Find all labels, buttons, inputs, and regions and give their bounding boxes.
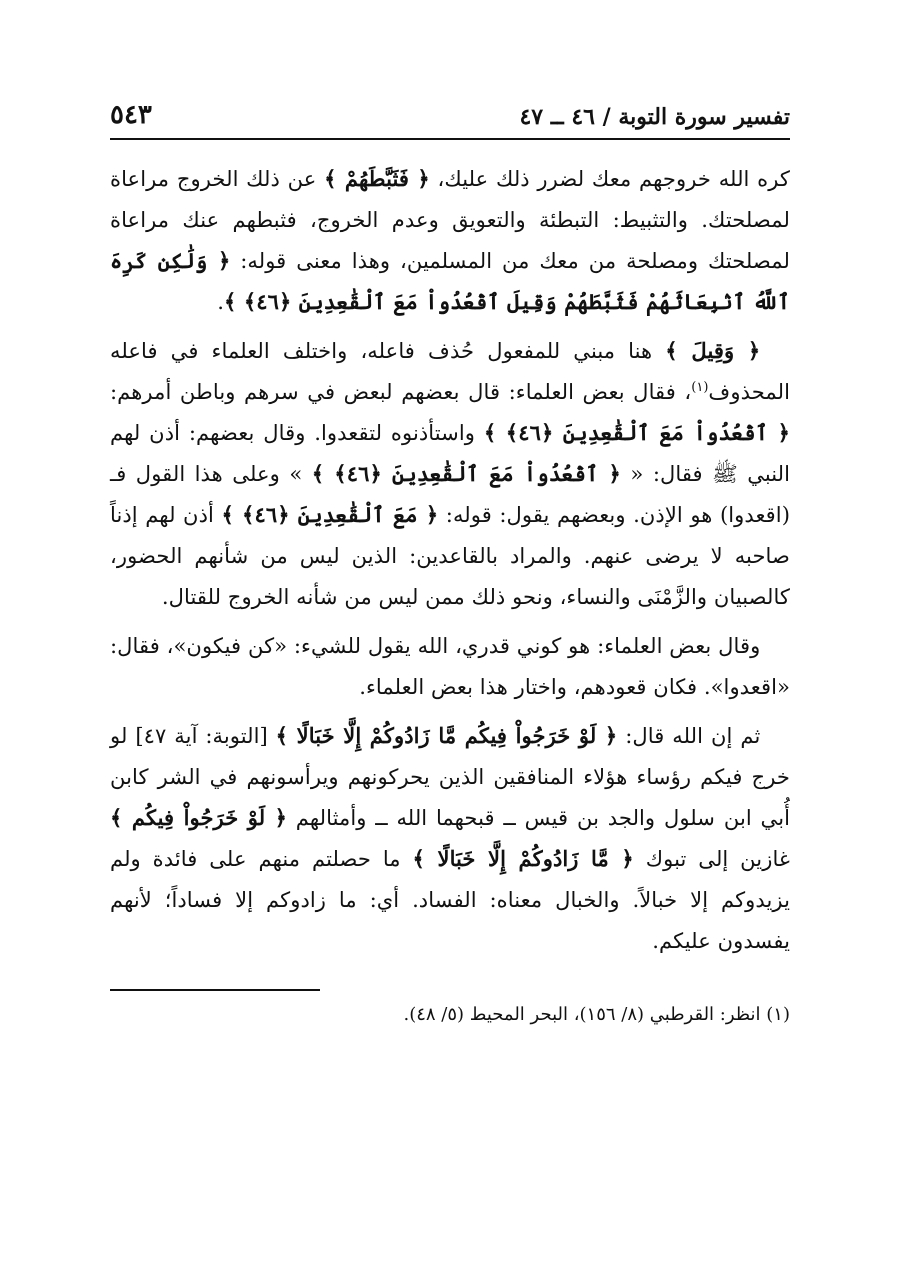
text-segment: وقال بعض العلماء: هو كوني قدري، الله يقول للشيء: «كن فيكون»، فقال: «اقعدوا». فكان قعودهم، واختار هذا بعض العلماء. <box>110 633 790 699</box>
quran-verse: ﴿ لَوْ خَرَجُواْ فِيكُم ﴾ <box>110 805 288 830</box>
main-text <box>110 158 790 961</box>
page-number: ٥٤٣ <box>110 100 152 130</box>
running-title: تفسير سورة التوبة / ٤٦ ــ ٤٧ <box>519 104 790 130</box>
text-segment: أذن لهم إذناً صاحبه لا يرضى عنهم. والمراد بالقاعدين: الذين ليس من شأنهم الحضور، كالصبيان والزَّمْنَى والنساء، ونحو ذلك ممن ليس من شأنه الخروج للقتال. <box>110 502 790 609</box>
quran-verse: ﴿ وَقِيلَ ﴾ <box>665 338 761 363</box>
quran-verse: ﴿ مَعَ ٱلْقَٰعِدِينَ ﴿٤٦﴾ ﴾ <box>221 502 439 527</box>
paragraph <box>110 715 790 961</box>
text-segment: » وعلى هذا القول فـ (اقعدوا) هو الإذن. وبعضهم يقول: قوله: <box>110 461 790 527</box>
footnote-separator <box>110 989 320 991</box>
footnote: (١) انظر: القرطبي (٨/ ١٥٦)، البحر المحيط (٥/ ٤٨). <box>403 1004 790 1025</box>
quran-verse: ﴿ لَوْ خَرَجُواْ فِيكُم مَّا زَادُوكُمْ إِلَّا خَبَالًا ﴾ <box>275 723 618 748</box>
quran-verse: ﴿ وَلَٰكِن كَرِهَ ٱللَّهُ ٱنۢبِعَاثَهُمْ فَثَبَّطَهُمْ وَقِيلَ ٱقْعُدُواْ مَعَ ٱلْقَٰعِدِينَ ﴿٤٦﴾ ﴾ <box>110 248 790 314</box>
text-segment: عن ذلك الخروج مراعاة لمصلحتك. والتثبيط: التبطئة والتعويق وعدم الخروج، فثبطهم عنك مراعاة لمصلحتك ومصلحة من معك من المسلمين، وهذا معنى قوله: <box>110 166 790 273</box>
text-segment: ما حصلتم منهم على فائدة ولم يزيدوكم إلا خبالاً. والخبال معناه: الفساد. أي: ما زادوكم إلا فساداً؛ لأنهم يفسدون عليكم. <box>110 846 790 953</box>
text-segment: واستأذنوه لتقعدوا. وقال بعضهم: أذن لهم النبي ﷺ فقال: « <box>110 420 790 486</box>
text-segment: [التوبة: آية ٤٧] لو خرج فيكم رؤساء هؤلاء المنافقين الذين يحركونهم ويرأسونهم في الشر كابن أُبي ابن سلول والجد بن قيس ــ قبحهما الله ــ وأمثالهم <box>110 723 790 830</box>
text-segment: كره الله خروجهم معك لضرر ذلك عليك، <box>429 166 791 191</box>
paragraph <box>110 330 790 617</box>
quran-verse: ﴿ ٱقْعُدُواْ مَعَ ٱلْقَٰعِدِينَ ﴿٤٦﴾ ﴾ <box>483 420 790 445</box>
text-segment: هنا مبني للمفعول حُذف فاعله، واختلف العلماء في فاعله المحذوف <box>110 338 790 404</box>
quran-verse: ﴿ مَّا زَادُوكُمْ إِلَّا خَبَالًا ﴾ <box>412 846 634 871</box>
text-segment: ثم إن الله قال: <box>617 723 761 748</box>
paragraph <box>110 625 790 707</box>
footnote-marker: (١) <box>691 379 709 395</box>
text-segment: ، فقال بعض العلماء: قال بعضهم لبعض في سرهم وباطن أمرهم: <box>110 379 692 404</box>
book-page <box>110 100 790 1031</box>
page-header <box>110 100 790 140</box>
paragraph <box>110 158 790 322</box>
text-segment: غازين إلى تبوك <box>633 846 790 871</box>
text-segment: . <box>217 289 225 314</box>
quran-verse: ﴿ ٱقْعُدُواْ مَعَ ٱلْقَٰعِدِينَ ﴿٤٦﴾ ﴾ <box>311 461 621 486</box>
quran-verse: ﴿ فَثَبَّطَهُمْ ﴾ <box>324 166 430 191</box>
